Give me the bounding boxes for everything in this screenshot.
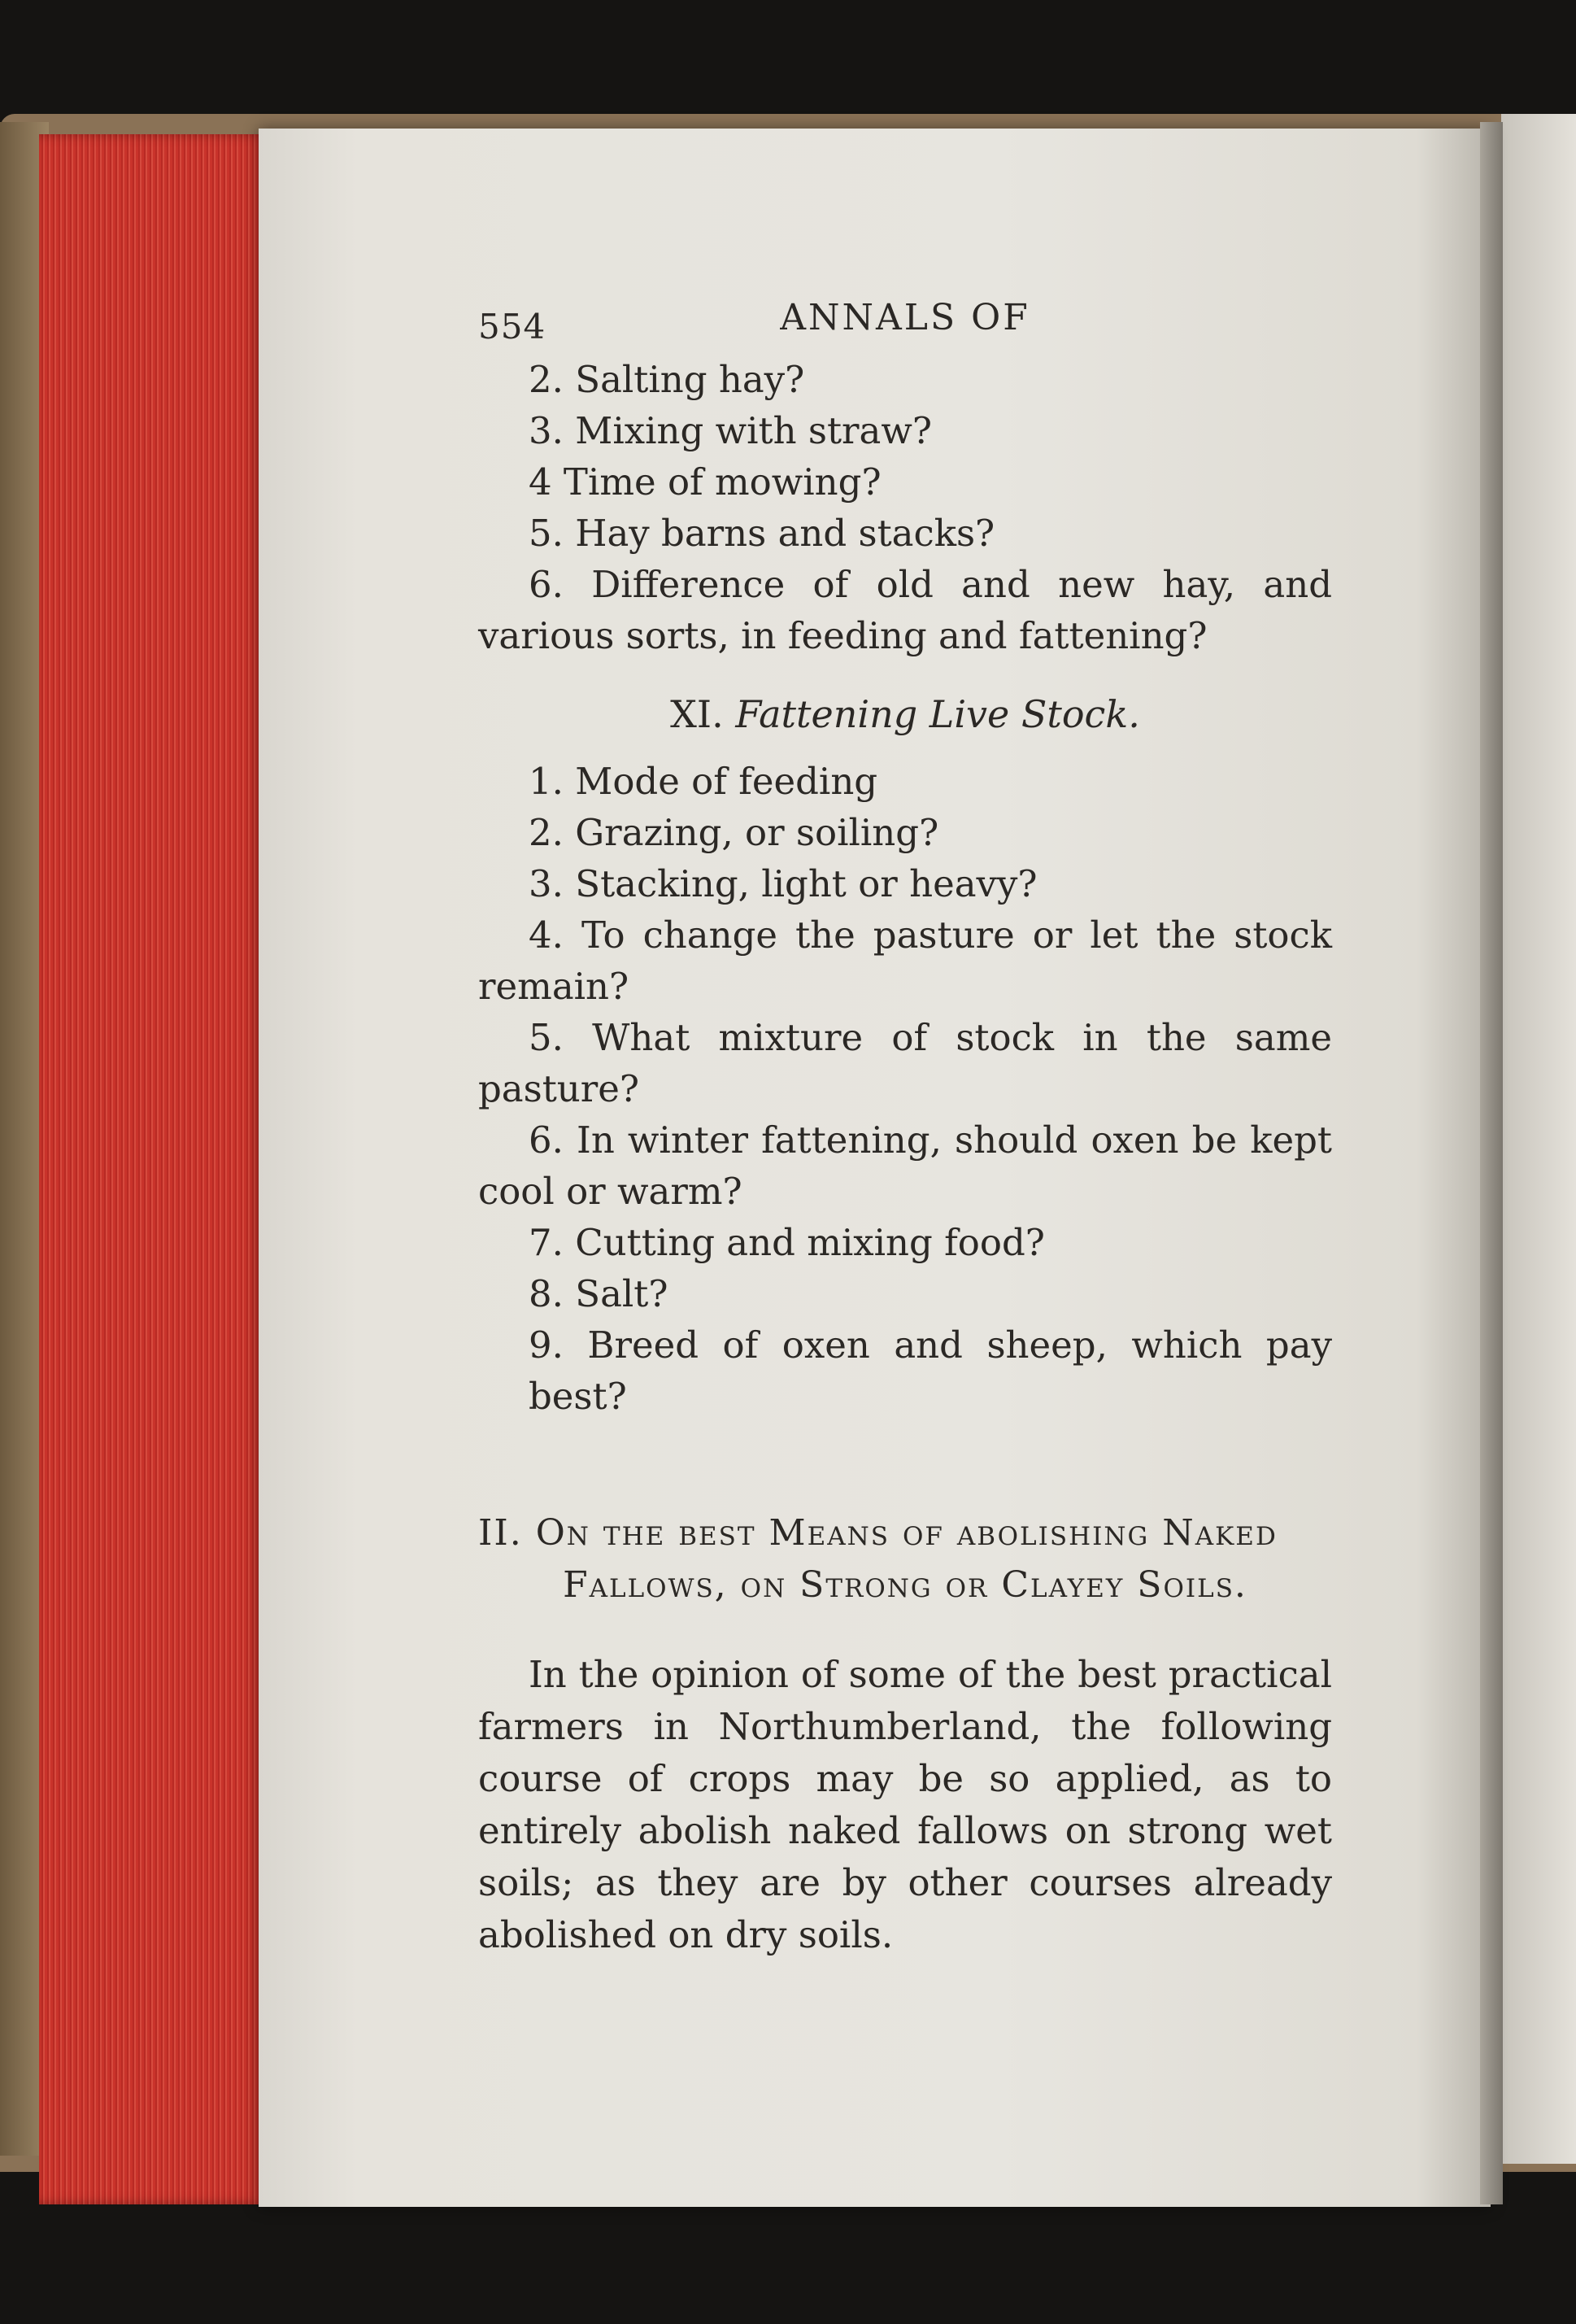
list-item: 4. To change the pasture or let the stock remain? [478, 913, 1332, 1008]
section-heading [478, 686, 1332, 743]
facing-page [1501, 114, 1576, 2164]
page-header [478, 289, 1332, 354]
running-head: ANNALS OF [780, 297, 1030, 338]
list-item: 5. Hay barns and stacks? [529, 512, 995, 555]
page-gutter [1480, 122, 1503, 2204]
list-item: 8. Salt? [529, 1272, 668, 1315]
list-item: 6. Difference of old and new hay, and various sorts, in feeding and fattening? [478, 563, 1332, 657]
list-item: 2. Grazing, or soiling? [529, 811, 939, 854]
list-item: 6. In winter fattening, should oxen be kept cool or warm? [478, 1118, 1332, 1213]
list-item: 7. Cutting and mixing food? [529, 1221, 1045, 1264]
list-item: 9. Breed of oxen and sheep, which pay best? [529, 1323, 1332, 1418]
list-item: 4 Time of mowing? [529, 460, 882, 504]
list-item: 3. Mixing with straw? [529, 409, 933, 452]
list-item: 1. Mode of feeding [529, 760, 878, 803]
section-number: XI. [670, 692, 724, 736]
page-number: 554 [478, 307, 546, 347]
part-heading-line1: II. On the best Means of abolishing Naked [478, 1512, 1278, 1554]
page-text [478, 289, 1332, 1961]
list-item: 5. What mixture of stock in the same pasture? [478, 1016, 1332, 1110]
list-item: 3. Stacking, light or heavy? [529, 862, 1038, 905]
red-page-edges [39, 134, 275, 2204]
list-item: 2. Salting hay? [529, 358, 805, 401]
section-title: Fattening Live Stock. [735, 692, 1140, 736]
part-heading-line2: Fallows, on Strong or Clayey Soils. [563, 1564, 1247, 1606]
part-heading [478, 1507, 1332, 1611]
body-paragraph: In the opinion of some of the best practical farmers in Northumberland, the following course of crops may be so applied, as to entirely abolish naked fallows on strong wet soils; as they are by other courses already abolished on dry soils. [478, 1653, 1332, 1956]
